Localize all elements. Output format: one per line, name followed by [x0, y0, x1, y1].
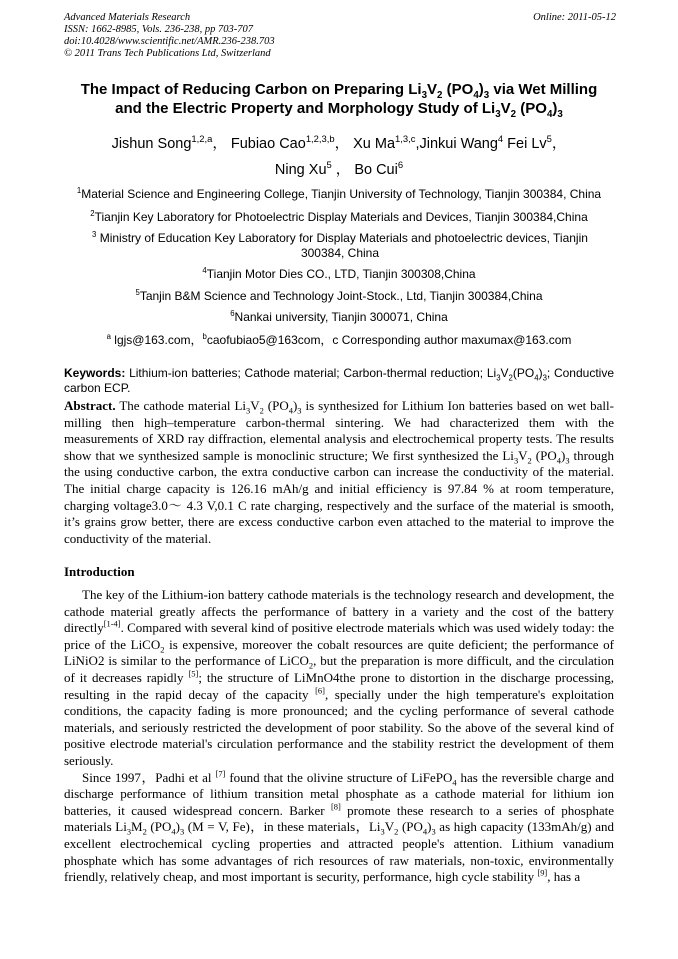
text-run: ; Conductive carbon ECP.	[64, 366, 615, 395]
superscript: 1,3,c	[395, 133, 416, 145]
text-run: Ministry of Education Key Laboratory for Display Materials and photoelectric devices, Tianjin 300384, China	[96, 231, 588, 260]
author-name: Fei Lv	[503, 136, 547, 152]
subscript: 4	[452, 777, 457, 788]
text-run: V	[500, 100, 511, 117]
subscript: 3	[246, 405, 251, 416]
text-run: ，	[551, 136, 567, 152]
text-run: )	[560, 447, 566, 463]
abstract-label: Abstract.	[64, 398, 116, 413]
text-run: (PO	[398, 819, 423, 835]
text-run: ; the structure of LiMnO4the prone to distortion in the discharge processing, resulting in the rapid decay of the capacity	[64, 669, 614, 702]
text-run: V	[500, 366, 509, 380]
citation: [7]	[215, 768, 226, 779]
subscript: 3	[431, 826, 436, 837]
superscript: b	[202, 332, 207, 341]
text-run: The Impact of Reducing Carbon on Preparing Li	[80, 81, 422, 98]
paragraph	[64, 770, 614, 886]
superscript: 6	[230, 309, 235, 318]
citation: [1-4]	[103, 618, 121, 629]
text-run: The cathode material Li	[115, 398, 246, 413]
citation: [5]	[188, 668, 199, 679]
text-run: The key of the Lithium-ion battery cathode materials is the technology research and development, the cathode material greatly affects the performance of battery in a variety and the cost of the battery directly	[64, 587, 614, 636]
text-run: found that the olivine structure of LiFePO	[225, 769, 453, 785]
text-run: , specially under the high temperature's exploitation conditions, the capacity fading is more pronounced; and the cycling performance of several cathode materials, and seriously restricted the development of poor stability. So the above of the several kind of positive electrode material's circulation performance and the stability restrict the development of them seriously.	[64, 686, 615, 768]
subscript: 2	[160, 644, 165, 655]
subscript: 2	[259, 405, 264, 416]
subscript: 2	[508, 373, 513, 383]
subscript: 2	[510, 109, 517, 120]
affiliation	[40, 210, 638, 225]
text-run: V	[384, 819, 395, 835]
text-run: (PO	[263, 398, 289, 413]
text-run: Since 1997，Padhi et al	[82, 769, 216, 785]
subscript: 4	[422, 826, 428, 837]
affiliation	[80, 231, 600, 261]
subscript: 2	[527, 455, 532, 466]
keywords-label: Keywords:	[64, 366, 126, 380]
text-run: M	[131, 819, 143, 835]
text-run: )	[478, 81, 484, 98]
subscript: 2	[142, 826, 147, 837]
introduction-body	[64, 587, 614, 886]
text-run: ，	[334, 136, 354, 152]
superscript: 3	[92, 230, 97, 239]
copyright-line: © 2011 Trans Tech Publications Ltd, Switzerland	[64, 48, 271, 59]
text-run: Lithium-ion batteries; Cathode material; Carbon-thermal reduction; Li	[125, 366, 497, 380]
paper-title	[40, 80, 638, 118]
author-line-2	[40, 157, 638, 183]
subscript: 4	[288, 405, 293, 416]
subscript: 3	[542, 373, 547, 383]
subscript: 4	[546, 109, 553, 120]
subscript: 3	[421, 90, 428, 101]
superscript: 5	[546, 133, 552, 145]
text-run: (PO	[531, 447, 557, 463]
journal-header	[64, 12, 616, 60]
subscript: 2	[437, 90, 443, 101]
abstract	[64, 398, 614, 547]
author-name: Xu Ma	[353, 136, 396, 152]
text-run: is expensive, moreover the cobalt resources are quite deficient; the performance of LiNiO2 is similar to the performance of LiCO	[64, 636, 614, 669]
text-run: ,	[415, 136, 420, 152]
affiliation	[40, 289, 638, 304]
paragraph	[64, 587, 614, 770]
text-run: , but the preparation is more difficult, and the circulation of it decreases rapidly	[64, 653, 614, 685]
author-list	[40, 131, 638, 183]
text-run: . Compared with several kind of positive electrode materials which was used widely today: the price of the LiCO	[64, 620, 614, 652]
title-line-2	[40, 99, 638, 118]
subscript: 2	[308, 660, 314, 671]
subscript: 3	[565, 455, 570, 466]
text-run: V	[518, 447, 528, 463]
text-run: through the using conductive carbon, the extra conductive carbon can increase the conductivity of the material. The initial charge capacity is 126.16 mAh/g and initial efficiency is 97.84 % at room temperature, charging voltage3.0～ 4.3 V,0.1 C rate charging, respectively and the surface of the material is smooth, it’s grains grow better, there are excess conductive carbon even attached to the material to improve the conductivity of the material.	[64, 447, 614, 546]
text-run: )	[552, 100, 558, 117]
author-line-1	[40, 131, 638, 157]
citation: [8]	[330, 801, 341, 812]
text-run: has the reversible charge and discharge performance of lithium transition metal phosphate as a cathode material for lithium ion batteries, it caused widespread concern. Barker	[64, 769, 615, 818]
text-run: , has a	[547, 869, 581, 885]
section-heading-introduction: Introduction	[64, 564, 135, 579]
text-run: V	[250, 398, 260, 413]
text-run: Nankai university, Tianjin 300071, China	[234, 310, 448, 324]
issn-line: ISSN: 1662-8985, Vols. 236-238, pp 703-707	[64, 24, 253, 35]
affiliation	[40, 267, 638, 282]
author-name: Bo Cui	[354, 162, 398, 178]
text-run: Tianjin Motor Dies CO., LTD, Tianjin 300308,China	[206, 267, 476, 281]
text-run: and the Electric Property and Morphology Study of Li	[115, 100, 496, 117]
subscript: 2	[394, 826, 399, 837]
affiliation	[40, 310, 638, 325]
citation: [9]	[537, 867, 548, 878]
author-name: Fubiao Cao	[230, 136, 306, 152]
keywords	[64, 366, 614, 396]
subscript: 3	[179, 826, 185, 837]
text-run: promote these research to a series of phosphate materials Li	[64, 802, 614, 835]
subscript: 3	[496, 373, 501, 383]
subscript: 4	[171, 826, 176, 837]
subscript: 3	[297, 405, 302, 416]
text-run: via Wet Milling	[489, 81, 598, 98]
text-run: (PO	[512, 366, 535, 380]
subscript: 3	[513, 455, 519, 466]
author-name: Jishun Song	[111, 136, 192, 152]
superscript: a	[106, 332, 111, 341]
subscript: 4	[473, 90, 479, 101]
superscript: 5	[326, 159, 332, 171]
email-line	[40, 333, 638, 348]
author-name: Jinkui Wang	[419, 136, 498, 152]
text-run: )	[175, 819, 180, 835]
journal-name: Advanced Materials Research	[64, 12, 191, 23]
text-run: Tanjin B&M Science and Technology Joint-Stock., Ltd, Tianjin 300384,China	[139, 289, 543, 303]
text-run: lgjs@163.com，	[110, 333, 203, 347]
text-run: Material Science and Engineering College, Tianjin University of Technology, Tianjin 300384, China	[81, 187, 602, 201]
citation: [6]	[315, 685, 325, 696]
text-run: (PO	[442, 81, 474, 98]
text-run: ，	[212, 136, 231, 152]
subscript: 4	[556, 455, 561, 466]
subscript: 3	[380, 826, 385, 837]
text-run: is synthesized for Lithium Ion batteries based on wet ball-milling then high–temperature carbon-thermal sintering. We had characterized them with the measurements of XRD ray diffraction, elemental analysis and electrochemical property tests. The results show that we synthesized sample is monoclinic structure; We first synthesized the Li	[64, 398, 614, 463]
text-run: as high capacity (133mAh/g) and excellent electrochemical cycling properties and attracted people's attention. Lithium vanadium phosphate which has some advantages of rich resources of raw materials, non-toxic, environmentally friendly, relatively cheap, and most important is security, performance, high cycle stability	[64, 819, 614, 885]
text-run: )	[427, 819, 432, 835]
text-run: Tianjin Key Laboratory for Photoelectric Display Materials and Devices, Tianjin 300384,China	[94, 210, 588, 224]
superscript: 6	[397, 159, 404, 171]
text-run: (PO	[146, 819, 172, 835]
superscript: 5	[135, 288, 140, 297]
author-name: Ning Xu	[274, 162, 327, 178]
text-run: (PO	[516, 100, 547, 117]
subscript: 3	[557, 109, 563, 120]
text-run: )	[292, 398, 298, 413]
superscript: 1,2,a	[191, 133, 213, 145]
superscript: 4	[202, 266, 207, 275]
superscript: 4	[497, 133, 504, 145]
superscript: 1	[76, 186, 82, 195]
text-run: ，	[331, 162, 355, 178]
text-run: )	[538, 366, 543, 380]
title-line-1	[40, 80, 638, 99]
subscript: 4	[534, 373, 539, 383]
superscript: 2	[90, 209, 95, 218]
subscript: 3	[495, 109, 501, 120]
affiliation	[40, 187, 638, 202]
text-run: V	[427, 81, 438, 98]
text-run: caofubiao5@163com，c Corresponding author maxumax@163.com	[206, 333, 572, 347]
subscript: 3	[483, 90, 490, 101]
online-date: Online: 2011-05-12	[533, 12, 616, 23]
text-run: (M = V, Fe)，in these materials，Li	[184, 819, 381, 835]
doi-line: doi:10.4028/www.scientific.net/AMR.236-238.703	[64, 36, 275, 47]
superscript: 1,2,3,b	[305, 133, 335, 145]
subscript: 3	[126, 826, 132, 837]
